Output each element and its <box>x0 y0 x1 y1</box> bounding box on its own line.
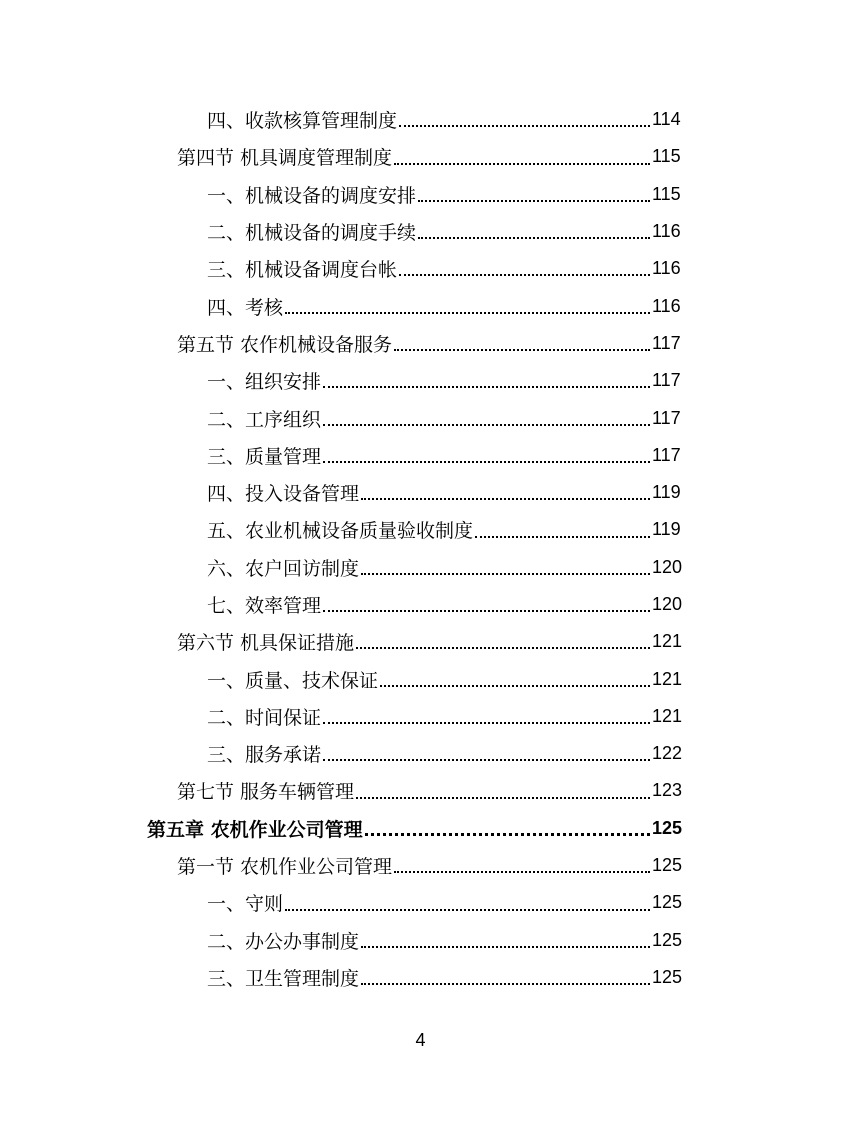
dot-leader <box>361 945 650 948</box>
toc-entry-title: 三、质量管理 <box>207 445 322 468</box>
toc-entry-title: 第五节 农作机械设备服务 <box>177 333 393 356</box>
toc-entry-title: 五、农业机械设备质量验收制度 <box>207 520 474 543</box>
dot-leader <box>475 535 650 538</box>
toc-entry[interactable] <box>0 474 841 511</box>
toc-entry-page: 121 <box>652 705 683 726</box>
toc-entry-title: 六、农户回访制度 <box>207 557 360 580</box>
toc-entry[interactable] <box>0 772 841 809</box>
dot-leader <box>356 796 650 799</box>
toc-entry-page: 125 <box>652 817 683 838</box>
dot-leader <box>285 311 650 314</box>
dot-leader <box>323 609 650 612</box>
toc-entry-title: 第一节 农机作业公司管理 <box>177 856 393 879</box>
toc-entry[interactable] <box>0 922 841 959</box>
toc-entry-title: 第五章 农机作业公司管理 <box>147 818 363 841</box>
toc-entry-title: 二、办公办事制度 <box>207 930 360 953</box>
toc-entry-page: 119 <box>652 519 681 540</box>
dot-leader <box>418 236 650 239</box>
toc-entry-page: 122 <box>652 743 683 764</box>
toc-entry-title: 一、守则 <box>207 893 284 916</box>
toc-entry-title: 四、考核 <box>207 296 284 319</box>
dot-leader <box>394 348 650 351</box>
toc-entry-title: 二、时间保证 <box>207 706 322 729</box>
toc-entry-title: 一、质量、技术保证 <box>207 669 379 692</box>
toc-entry[interactable] <box>0 810 841 847</box>
page-number: 4 <box>415 1030 426 1050</box>
toc-entry-page: 125 <box>652 855 683 876</box>
toc-entry[interactable] <box>0 138 841 175</box>
dot-leader <box>285 908 650 911</box>
toc-entry-page: 125 <box>652 966 683 987</box>
toc-entry-page: 117 <box>652 444 681 465</box>
toc-entry[interactable] <box>0 176 841 213</box>
toc-entry[interactable] <box>0 660 841 697</box>
dot-leader <box>399 124 650 127</box>
toc-entry-page: 120 <box>652 594 683 614</box>
toc-entry[interactable] <box>0 362 841 399</box>
toc-entry[interactable] <box>0 623 841 660</box>
toc-entry[interactable] <box>0 437 841 474</box>
toc-entry[interactable] <box>0 959 841 996</box>
toc-entry[interactable] <box>0 511 841 548</box>
dot-leader <box>361 982 650 985</box>
toc-entry-title: 二、机械设备的调度手续 <box>207 222 417 245</box>
dot-leader <box>361 572 650 575</box>
toc-entry[interactable] <box>0 847 841 884</box>
dot-leader <box>394 162 650 165</box>
toc-entry-page: 116 <box>652 258 681 279</box>
toc-entry-page: 125 <box>652 892 683 913</box>
toc-entry-page: 115 <box>652 146 681 167</box>
toc-entry-page: 121 <box>652 631 683 652</box>
toc-entry-page: 116 <box>652 221 681 242</box>
toc-entry-title: 一、组织安排 <box>207 371 322 394</box>
toc-entry-title: 三、机械设备调度台帐 <box>207 259 398 282</box>
toc-entry[interactable] <box>0 549 841 586</box>
toc-entry-title: 三、服务承诺 <box>207 744 322 767</box>
toc-entry-title: 四、收款核算管理制度 <box>207 110 398 133</box>
toc-entry-title: 第四节 机具调度管理制度 <box>177 147 393 170</box>
dot-leader <box>323 721 650 724</box>
toc-entry[interactable] <box>0 250 841 287</box>
table-of-contents <box>0 101 841 996</box>
toc-entry-page: 117 <box>652 370 681 391</box>
toc-entry-page: 125 <box>652 929 683 950</box>
toc-entry-page: 115 <box>652 183 681 204</box>
toc-entry-title: 第七节 服务车辆管理 <box>177 781 355 804</box>
toc-entry-page: 117 <box>652 407 681 428</box>
toc-entry-title: 七、效率管理 <box>207 595 322 617</box>
toc-entry-page: 120 <box>652 556 683 577</box>
dot-leader <box>323 460 650 463</box>
toc-entry[interactable] <box>0 287 841 324</box>
dot-leader <box>394 870 650 873</box>
dot-leader <box>361 497 650 500</box>
toc-entry-page: 116 <box>652 295 681 316</box>
toc-entry[interactable] <box>0 399 841 436</box>
toc-entry-page: 114 <box>652 109 681 130</box>
dot-leader <box>323 423 650 426</box>
toc-entry-title: 二、工序组织 <box>207 408 322 431</box>
dot-leader <box>356 646 650 649</box>
toc-entry-page: 119 <box>652 482 681 503</box>
dot-leader <box>365 832 650 836</box>
toc-entry-title: 第六节 机具保证措施 <box>177 632 355 655</box>
toc-entry-title: 四、投入设备管理 <box>207 483 360 506</box>
toc-entry-page: 121 <box>652 668 683 689</box>
toc-entry-title: 三、卫生管理制度 <box>207 967 360 990</box>
toc-entry[interactable] <box>0 213 841 250</box>
toc-entry[interactable] <box>0 884 841 921</box>
dot-leader <box>418 199 650 202</box>
toc-entry-page: 117 <box>652 332 681 353</box>
dot-leader <box>323 385 650 388</box>
toc-entry[interactable] <box>0 735 841 772</box>
toc-entry[interactable] <box>0 325 841 362</box>
dot-leader <box>380 684 650 687</box>
dot-leader <box>399 273 650 276</box>
toc-entry-title: 一、机械设备的调度安排 <box>207 184 417 207</box>
toc-entry[interactable] <box>0 586 841 623</box>
toc-entry-page: 123 <box>652 780 683 801</box>
dot-leader <box>323 758 650 761</box>
toc-entry[interactable] <box>0 698 841 735</box>
toc-entry[interactable] <box>0 101 841 138</box>
